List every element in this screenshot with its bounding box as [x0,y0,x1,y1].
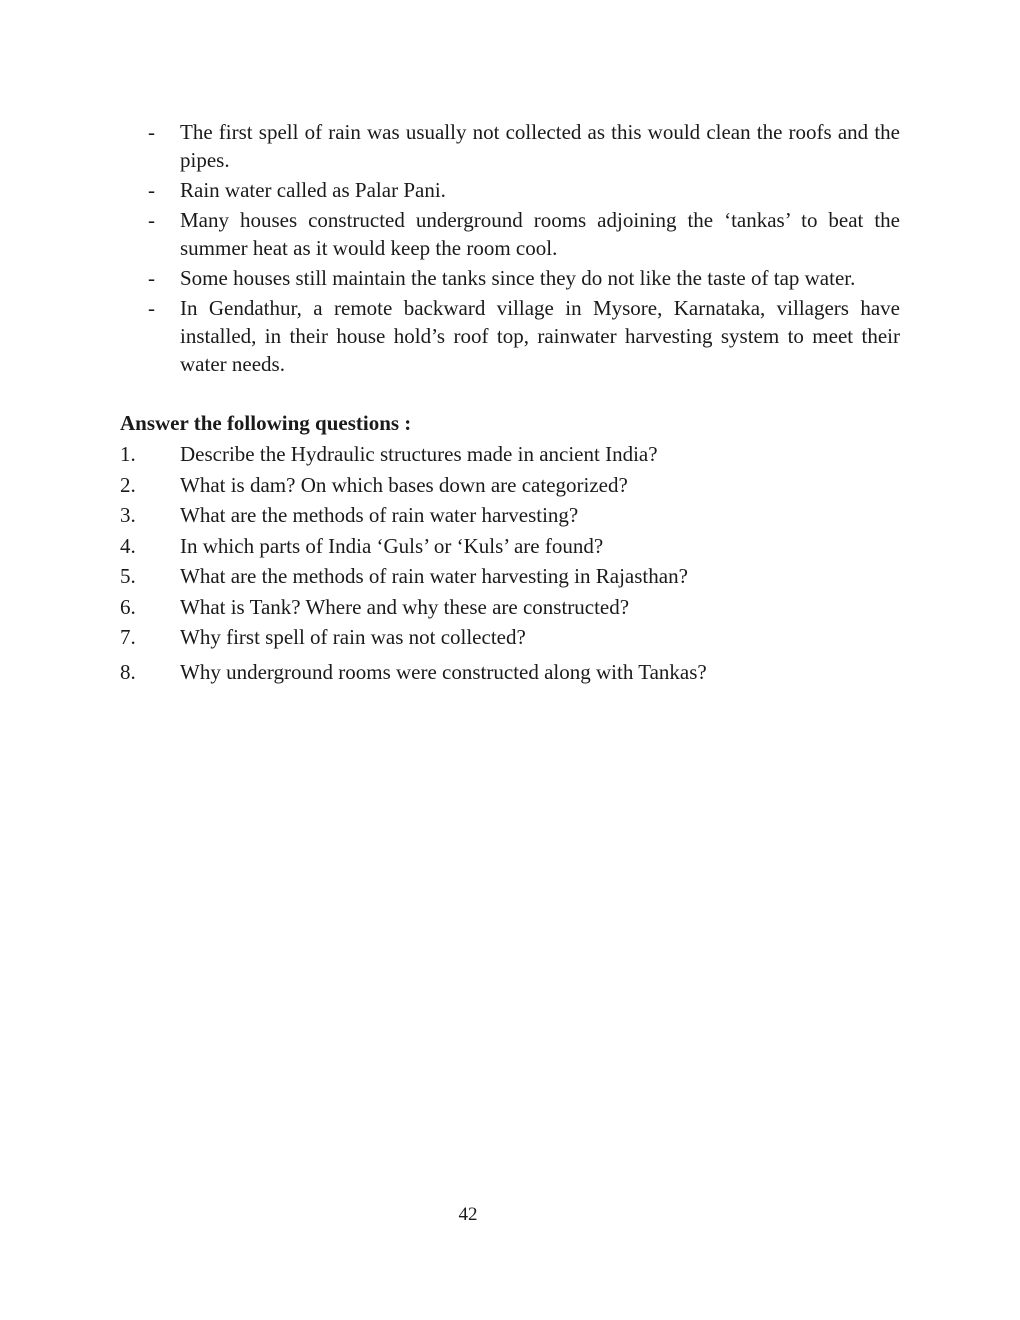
question-item [120,471,900,502]
bullet-marker: - [148,208,155,232]
question-number: 2. [120,472,136,497]
question-text: What is dam? On which bases down are categorized? [180,472,628,497]
question-text: Why underground rooms were constructed along with Tankas? [180,659,707,684]
question-number: 8. [120,659,136,684]
bullet-item [148,206,900,262]
question-item [120,593,900,624]
question-number: 3. [120,503,136,527]
question-number: 1. [120,442,136,466]
questions-heading: Answer the following questions : [120,411,412,435]
bullet-marker: - [148,178,155,202]
bullet-marker: - [148,266,155,290]
question-number: 5. [120,564,136,588]
bullet-marker: - [148,296,155,320]
question-number: 7. [120,625,136,649]
question-text: What are the methods of rain water harvesting in Rajasthan? [180,564,688,588]
bullet-text: The first spell of rain was usually not collected as this would clean the roofs and the pipes. [180,120,900,172]
bullet-text: Many houses constructed underground rooms adjoining the ‘tankas’ to beat the summer heat as it would keep the room cool. [180,208,900,260]
question-text: Describe the Hydraulic structures made in ancient India? [180,442,658,466]
question-item [120,623,900,654]
question-number: 6. [120,594,136,619]
question-text: What is Tank? Where and why these are constructed? [180,594,630,619]
bullet-item [148,118,900,174]
bullet-list [148,118,900,380]
page-number: 42 [458,1204,478,1225]
bullet-item [148,294,900,378]
question-item [120,562,900,593]
question-item [120,501,900,532]
question-item [120,532,900,563]
question-item [120,658,900,689]
question-item [120,440,900,471]
question-text: Why first spell of rain was not collected? [180,625,526,649]
bullet-text: Rain water called as Palar Pani. [180,178,446,202]
bullet-text: In Gendathur, a remote backward village in Mysore, Karnataka, villagers have installed, in their house hold’s roof top, rainwater harvesting system to meet their water needs. [180,296,900,376]
bullet-marker: - [148,120,155,144]
questions-list [120,440,900,688]
bullet-item [148,264,900,292]
question-text: In which parts of India ‘Guls’ or ‘Kuls’ are found? [180,533,604,558]
bullet-item [148,176,900,204]
bullet-text: Some houses still maintain the tanks since they do not like the taste of tap water. [180,266,856,290]
question-text: What are the methods of rain water harvesting? [180,503,579,527]
question-number: 4. [120,533,136,558]
